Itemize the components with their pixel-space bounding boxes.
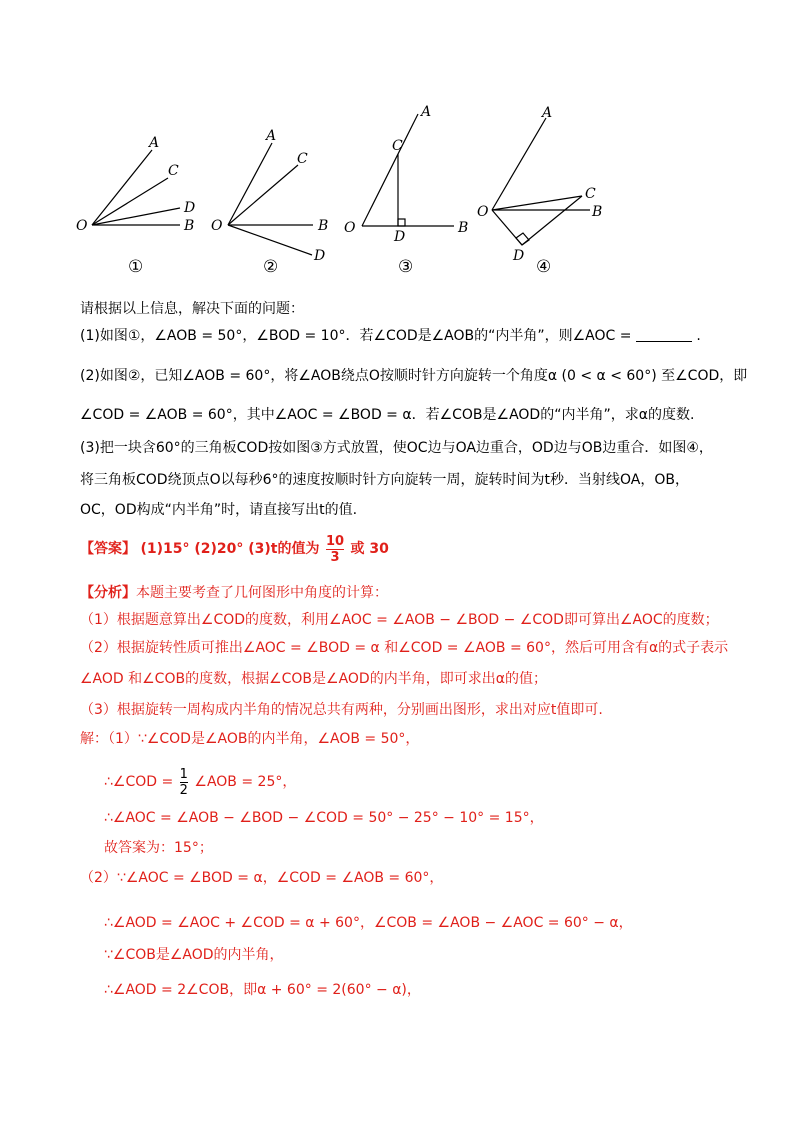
fig3-label-O: O: [344, 220, 356, 236]
fig4-caption: ④: [536, 257, 552, 277]
analysis-line-1: （1）根据题意算出∠COD的度数，利用∠AOC = ∠AOB − ∠BOD − ∠COD即可算出∠AOC的度数；: [80, 612, 719, 628]
fig2-label-D: D: [314, 248, 326, 264]
fig2-label-B: B: [318, 218, 329, 234]
solution-line-5: （2）∵∠AOC = ∠BOD = α，∠COD = ∠AOB = 60°，: [80, 870, 444, 886]
question-intro: 请根据以上信息，解决下面的问题：: [80, 301, 304, 317]
solution-line-2: [104, 766, 296, 798]
fig3-label-A: A: [421, 104, 432, 120]
answer-line: [80, 533, 389, 565]
fig3-caption: ③: [398, 257, 414, 277]
answer-blank: [636, 327, 692, 342]
fig3-label-C: C: [392, 138, 403, 154]
figure-3-lines: [362, 114, 454, 226]
solution-line-4: 故答案为：15°；: [104, 840, 213, 856]
question-2-line-1: (2)如图②，已知∠AOB = 60°，将∠AOB绕点O按顺时针方向旋转一个角度α (0 < α < 60°) 至∠COD，即: [80, 368, 748, 384]
fig4-label-C: C: [585, 186, 596, 202]
fig4-label-B: B: [592, 204, 603, 220]
question-3-line-3: OC，OD构成“内半角”时，请直接写出t的值.: [80, 502, 358, 518]
solution-fraction-denominator: 2: [179, 782, 188, 798]
fig1-caption: ①: [128, 257, 144, 277]
fig2-label-A: A: [266, 128, 277, 144]
figure-1-lines: [92, 150, 180, 225]
fig4-label-D: D: [513, 248, 525, 264]
answer-fraction: [326, 534, 344, 565]
fig1-label-O: O: [76, 218, 88, 234]
solution-2-pre: ∴∠COD =: [104, 774, 174, 790]
solution-line-7: ∵∠COB是∠AOD的内半角，: [104, 947, 284, 963]
fig1-label-C: C: [168, 163, 179, 179]
question-1-end: .: [696, 328, 701, 344]
fig2-label-C: C: [297, 151, 308, 167]
fig2-caption: ②: [263, 257, 279, 277]
answer-part-1: (1)15° (2)20° (3)t的值为: [140, 541, 320, 557]
fig3-label-D: D: [394, 229, 406, 245]
solution-1: 解：（1）∵∠COD是∠AOB的内半角，∠AOB = 50°，: [80, 731, 420, 747]
question-2-line-2: ∠COD = ∠AOB = 60°，其中∠AOC = ∠BOD = α．若∠COB是∠AOD的“内半角”，求α的度数.: [80, 407, 695, 423]
fig4-label-A: A: [542, 105, 553, 121]
analysis-intro: 本题主要考查了几何图形中角度的计算：: [136, 585, 388, 601]
fig1-label-A: A: [149, 135, 160, 151]
fig4-label-O: O: [477, 204, 489, 220]
solution-2-post: ∠AOB = 25°，: [194, 774, 297, 790]
figures-panel: [0, 0, 800, 290]
question-1-text: (1)如图①，∠AOB = 50°，∠BOD = 10°．若∠COD是∠AOB的“内半角”，则∠AOC =: [80, 328, 632, 344]
figure-4-lines: [492, 118, 590, 245]
solution-line-3: ∴∠AOC = ∠AOB − ∠BOD − ∠COD = 50° − 25° − 10° = 15°，: [104, 810, 544, 826]
solution-fraction: [180, 767, 188, 798]
fig2-label-O: O: [211, 218, 223, 234]
analysis-line-0: [80, 583, 388, 603]
analysis-line-3: ∠AOD 和∠COB的度数，根据∠COB是∠AOD的内半角，即可求出α的值；: [80, 671, 547, 687]
analysis-tag: 【分析】: [80, 585, 136, 601]
answer-tag: 【答案】: [80, 541, 136, 557]
answer-part-2: 或 30: [350, 541, 389, 557]
solution-line-6: ∴∠AOD = ∠AOC + ∠COD = α + 60°，∠COB = ∠AOB − ∠AOC = 60° − α，: [104, 915, 633, 931]
question-3-line-1: (3)把一块含60°的三角板COD按如图③方式放置，使OC边与OA边重合，OD边与OB边重合．如图④，: [80, 440, 713, 456]
answer-fraction-numerator: 10: [325, 533, 345, 549]
fig1-label-B: B: [184, 218, 195, 234]
analysis-line-2: （2）根据旋转性质可推出∠AOC = ∠BOD = α 和∠COD = ∠AOB = 60°，然后可用含有α的式子表示: [80, 640, 729, 656]
answer-fraction-denominator: 3: [330, 549, 340, 565]
solution-line-8: ∴∠AOD = 2∠COB，即α + 60° = 2(60° − α)，: [104, 982, 421, 998]
solution-line-1: [80, 729, 419, 749]
analysis-line-4: （3）根据旋转一周构成内半角的情况总共有两种，分别画出图形，求出对应t值即可.: [80, 702, 603, 718]
fig1-label-D: D: [184, 200, 196, 216]
solution-fraction-numerator: 1: [179, 766, 188, 782]
question-1: [80, 326, 701, 346]
question-3-line-2: 将三角板COD绕顶点O以每秒6°的速度按顺时针方向旋转一周，旋转时间为t秒．当射线OA，OB，: [80, 472, 689, 488]
fig3-label-B: B: [458, 220, 469, 236]
